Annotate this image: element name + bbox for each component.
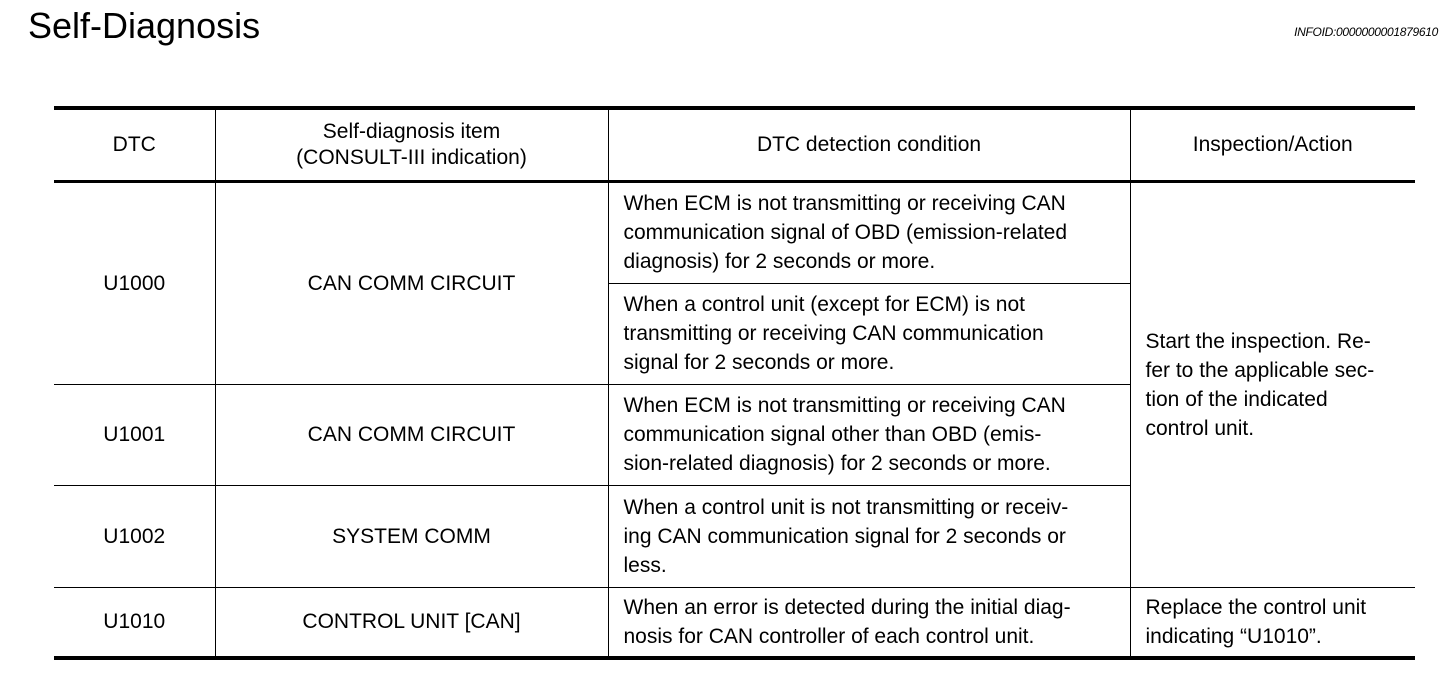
detection-condition-cell: When a control unit (except for ECM) is not transmitting or receiving CAN communication signal for 2 seconds or more. [608,283,1130,384]
inspection-action-cell: Replace the control unit indicating “U1010”. [1130,587,1415,658]
dtc-code-cell: U1010 [54,587,215,658]
diagnosis-item-cell: CONTROL UNIT [CAN] [215,587,608,658]
header-self-diagnosis-item: Self-diagnosis item (CONSULT-III indication) [215,108,608,181]
header-inspection-action: Inspection/Action [1130,108,1415,181]
header-detection-condition: DTC detection condition [608,108,1130,181]
page-title: Self-Diagnosis [28,5,261,46]
detection-condition-cell: When ECM is not transmitting or receiving CAN communication signal of OBD (emission-related diagnosis) for 2 seconds or more. [608,181,1130,283]
info-id: INFOID:0000000001879610 [1294,25,1438,39]
diagnosis-item-cell: CAN COMM CIRCUIT [215,384,608,485]
diagnosis-item-cell: SYSTEM COMM [215,485,608,587]
inspection-action-cell: Start the inspection. Re- fer to the applicable sec- tion of the indicated control unit. [1130,181,1415,587]
detection-condition-cell: When an error is detected during the initial diag- nosis for CAN controller of each control unit. [608,587,1130,658]
dtc-code-cell: U1000 [54,181,215,384]
detection-condition-cell: When ECM is not transmitting or receiving CAN communication signal other than OBD (emis- sion-related diagnosis) for 2 seconds or more. [608,384,1130,485]
dtc-code-cell: U1001 [54,384,215,485]
detection-condition-cell: When a control unit is not transmitting or receiv- ing CAN communication signal for 2 seconds or less. [608,485,1130,587]
dtc-table [54,106,1415,660]
dtc-code-cell: U1002 [54,485,215,587]
header-dtc: DTC [54,108,215,181]
diagnosis-item-cell: CAN COMM CIRCUIT [215,181,608,384]
table-row [54,587,1415,658]
table-row [54,181,1415,283]
table-header-row [54,108,1415,181]
